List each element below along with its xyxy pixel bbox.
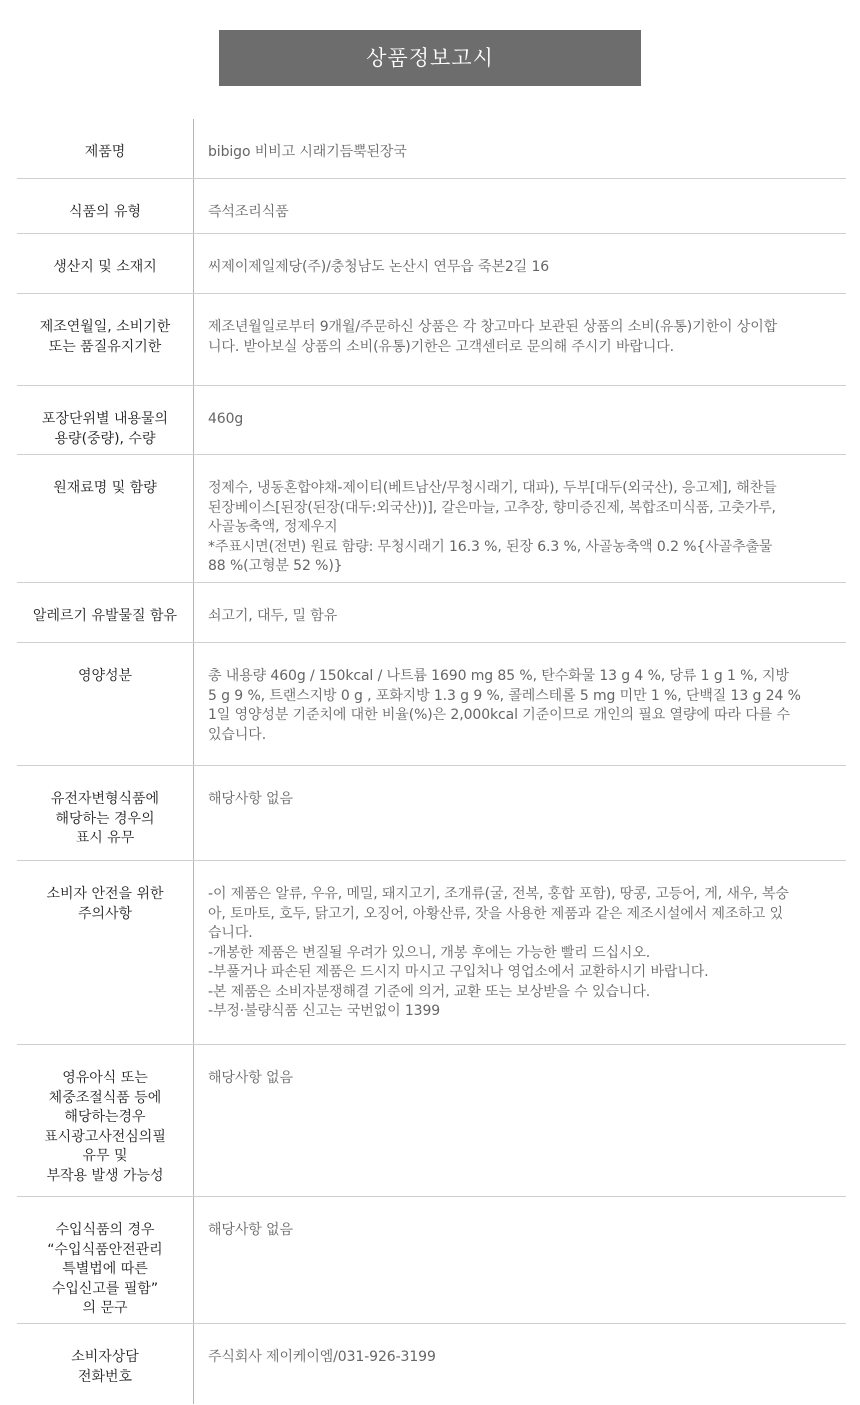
row-value: 씨제이제일제당(주)/충청남도 논산시 연무읍 죽본2길 16 [208,259,550,275]
row-value: 제조년월일로부터 9개월/주문하신 상품은 각 창고마다 보관된 상품의 소비(유통)기한이 상이합 니다. 받아보실 상품의 소비(유통)기한은 고객센터로 문의해 주시기 바랍니다. [208,319,778,355]
row-label: 원재료명 및 함량 [17,455,194,582]
table-row [17,1045,846,1197]
table-row [17,294,846,386]
row-value: 해당사항 없음 [208,791,293,807]
row-value: 즉석조리식품 [208,204,289,220]
row-label: 수입식품의 경우 “수입식품안전관리 특별법에 따른 수입신고를 필함” 의 문구 [17,1197,194,1323]
row-value: 정제수, 냉동혼합야채-제이티(베트남산/무청시래기, 대파), 두부[대두(외국산), 응고제], 해찬들 된장베이스[된장(된장(대두:외국산))], 갈은마늘, 고추장, 향미증진제, 복합조미식품, 고춧가루, 사골농축액, 정제우지 *주표시면(전면) 원료 함량: 무청시래기 16.3 %, 된장 6.3 %, 사골농축액 0.2 %{사골추출물 88 %(고형분 52 %)} [208,480,777,574]
row-value: bibigo 비비고 시래기듬뿍된장국 [208,144,407,160]
table-row [17,766,846,861]
row-value: 해당사항 없음 [208,1070,293,1086]
row-label: 소비자상담 전화번호 [17,1324,194,1404]
row-label: 제품명 [17,119,194,178]
row-value: 해당사항 없음 [208,1222,293,1238]
table-row [17,119,846,179]
row-label: 영양성분 [17,643,194,765]
row-label: 영유아식 또는 체중조절식품 등에 해당하는경우 표시광고사전심의필 유무 및 부작용 발생 가능성 [17,1045,194,1196]
row-label: 제조연월일, 소비기한 또는 품질유지기한 [17,294,194,385]
row-value: -이 제품은 알류, 우유, 메밀, 돼지고기, 조개류(굴, 전복, 홍합 포함), 땅콩, 고등어, 게, 새우, 복숭 아, 토마토, 호두, 닭고기, 오징어, 아황산류, 잣을 사용한 제품과 같은 제조시설에서 제조하고 있 습니다. -개봉한 제품은 변질될 우려가 있으니, 개봉 후에는 가능한 빨리 드십시오. -부풀거나 파손된 제품은 드시지 마시고 구입처나 영업소에서 교환하시기 바랍니다. -본 제품은 소비자분쟁해결 기준에 의거, 교환 또는 보상받을 수 있습니다. -부정·불량식품 신고는 국번없이 1399 [208,886,789,1019]
product-info-table [17,119,846,1404]
row-value: 460g [208,411,244,427]
table-row [17,643,846,766]
row-value: 쇠고기, 대두, 밀 함유 [208,608,338,624]
table-row [17,1324,846,1404]
row-label: 생산지 및 소재지 [17,234,194,293]
table-row [17,1197,846,1324]
table-row [17,861,846,1045]
row-label: 유전자변형식품에 해당하는 경우의 표시 유무 [17,766,194,860]
row-label: 포장단위별 내용물의 용량(중량), 수량 [17,386,194,454]
table-row [17,386,846,455]
table-row [17,455,846,583]
page-title: 상품정보고시 [219,30,641,86]
row-label: 식품의 유형 [17,179,194,233]
table-row [17,583,846,643]
row-label: 소비자 안전을 위한 주의사항 [17,861,194,1044]
table-row [17,234,846,294]
row-label: 알레르기 유발물질 함유 [17,583,194,642]
row-value: 주식회사 제이케이엠/031-926-3199 [208,1349,436,1365]
row-value: 총 내용량 460g / 150kcal / 나트륨 1690 mg 85 %, 탄수화물 13 g 4 %, 당류 1 g 1 %, 지방 5 g 9 %, 트랜스지방 0 g , 포화지방 1.3 g 9 %, 콜레스테롤 5 mg 미만 1 %, 단백질 13 g 24 % 1일 영양성분 기준치에 대한 비율(%)은 2,000kcal 기준이므로 개인의 필요 열량에 따라 다를 수 있습니다. [208,668,801,743]
table-row [17,179,846,234]
